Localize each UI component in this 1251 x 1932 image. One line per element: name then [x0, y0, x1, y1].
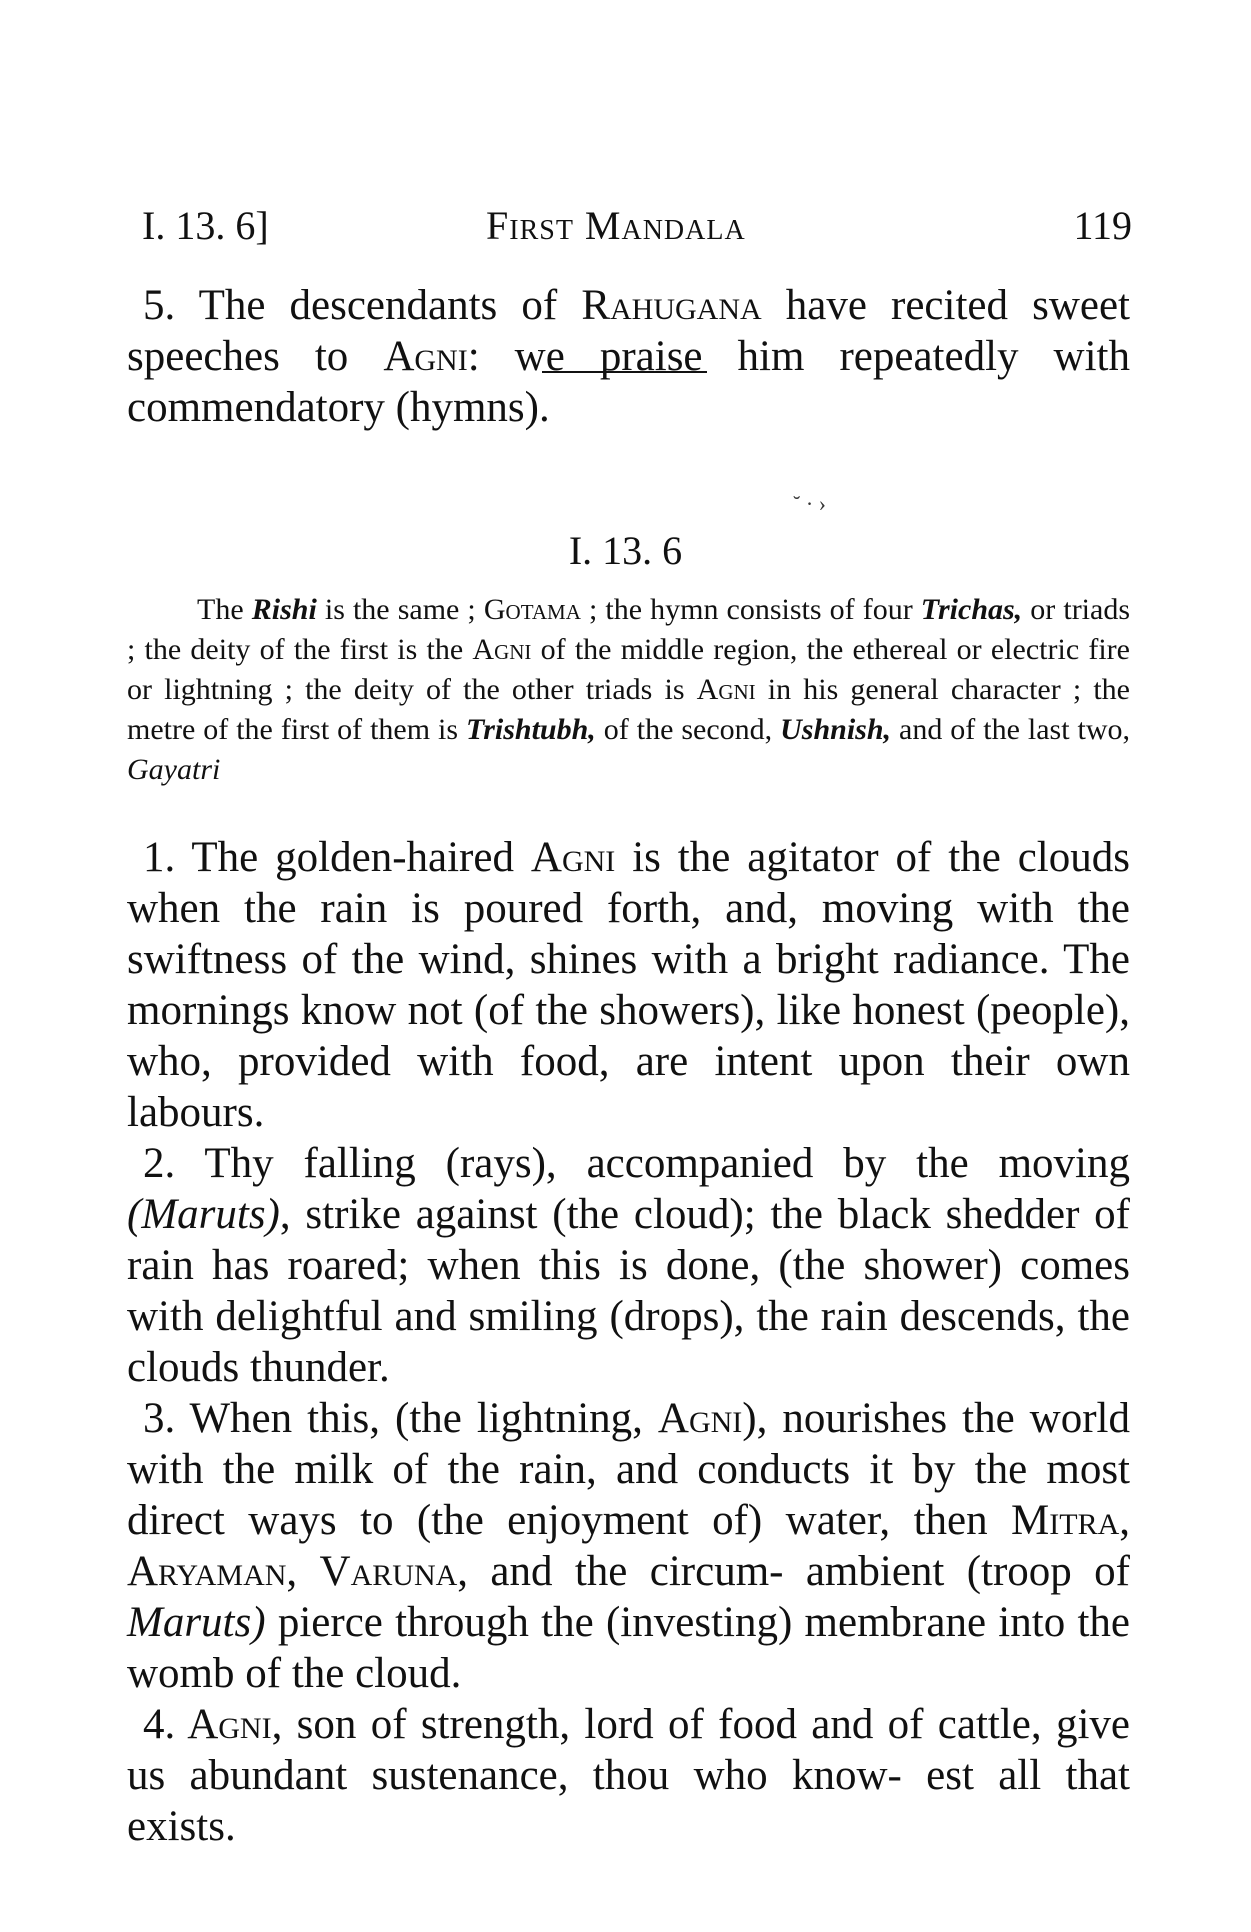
term-trishtubh: Trishtubh, — [466, 713, 596, 746]
hymn-introduction: The Rishi is the same ; Gotama ; the hymn consists of four Trichas, or triads ; the deity of the first is the Agni of the middle region, the ethereal or electric fire or lightning ; the deity of the other triads is Agni in his general character ; the metre of the first of them is Trishtubh, of the second, Ushnish, and of the last two, Gayatri — [127, 593, 1131, 786]
verse-3: 3. When this, (the lightning, Agni), nourishes the world with the milk of the rain, and conducts it by the most direct ways to (the enjoyment of) water, then Mitra, Aryaman, Varuna, and the circum- ambient (troop of Maruts) pierce through the (investing) membrane into the womb of the cloud. — [127, 1395, 1130, 1697]
term-gayatri: Gayatri — [127, 753, 221, 786]
name-agni: Agni — [696, 673, 756, 706]
verses — [127, 832, 1130, 1852]
name-agni: Agni — [383, 333, 468, 380]
name-varuna: Varuna — [319, 1548, 458, 1595]
name-rahugana: Rahugana — [581, 282, 762, 329]
name-mitra: Mitra — [1011, 1497, 1120, 1544]
name-gotama: Gotama — [483, 593, 581, 626]
verse-4: 4. Agni, son of strength, lord of food and of cattle, give us abundant sustenance, thou who know- est all that exists. — [127, 1701, 1130, 1850]
term-rishi: Rishi — [251, 593, 317, 626]
term-trichas: Trichas, — [920, 593, 1023, 626]
name-agni: Agni — [530, 834, 616, 881]
term-ushnish: Ushnish, — [780, 713, 892, 746]
name-agni: 4. Agni — [143, 1701, 272, 1748]
page-number: 119 — [1073, 203, 1132, 248]
hymn-heading: I. 13. 6 — [568, 528, 683, 573]
name-aryaman: Aryaman — [127, 1548, 287, 1595]
term-maruts: (Maruts) — [127, 1191, 280, 1238]
verse-2: 2. Thy falling (rays), accompanied by the moving (Maruts), strike against (the cloud); the black shedder of rain has roared; when this is done, (the shower) comes with delightful and smiling (drops), the rain descends, the clouds thunder. — [127, 1140, 1130, 1391]
running-head — [142, 200, 1132, 252]
book-section-title: First Mandala — [486, 203, 746, 248]
verse-1: 1. The golden-haired Agni is the agitator of the clouds when the rain is poured forth, and, moving with the swiftness of the wind, shines with a bright radiance. The mornings know not (of the showers), like honest (people), who, provided with food, are intent upon their own labours. — [127, 834, 1130, 1136]
name-agni: Agni — [657, 1395, 743, 1442]
section-reference: I. 13. 6] — [142, 203, 269, 248]
section-divider — [542, 371, 707, 373]
name-agni: Agni — [472, 633, 532, 666]
term-maruts: Maruts) — [127, 1599, 266, 1646]
verse-5: 5. The descendants of Rahugana have recited sweet speeches to Agni: we praise him repeatedly with commendatory (hymns). — [127, 282, 1131, 431]
stray-print-mark: ˘ · › — [793, 491, 826, 516]
